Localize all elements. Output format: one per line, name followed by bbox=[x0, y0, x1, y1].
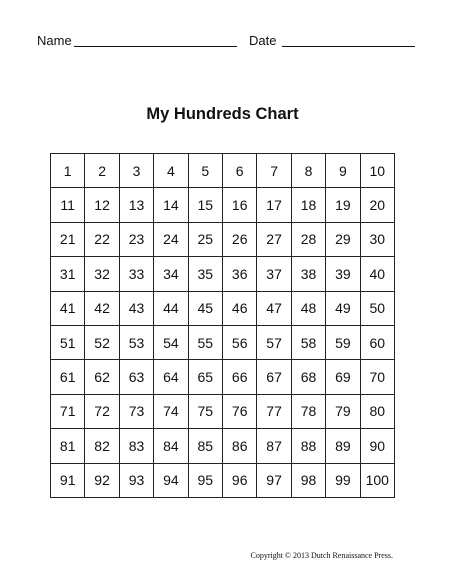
grid-cell: 36 bbox=[223, 257, 257, 291]
grid-cell: 99 bbox=[326, 464, 360, 498]
grid-cell: 16 bbox=[223, 188, 257, 222]
grid-cell: 83 bbox=[120, 429, 154, 463]
grid-cell: 96 bbox=[223, 464, 257, 498]
grid-cell: 31 bbox=[51, 257, 85, 291]
grid-cell: 70 bbox=[361, 360, 395, 394]
grid-cell: 51 bbox=[51, 326, 85, 360]
grid-cell: 69 bbox=[326, 360, 360, 394]
grid-cell: 38 bbox=[292, 257, 326, 291]
hundreds-chart-grid bbox=[50, 153, 395, 498]
grid-cell: 64 bbox=[154, 360, 188, 394]
grid-cell: 42 bbox=[85, 292, 119, 326]
grid-cell: 29 bbox=[326, 223, 360, 257]
grid-cell: 50 bbox=[361, 292, 395, 326]
grid-cell: 86 bbox=[223, 429, 257, 463]
grid-cell: 92 bbox=[85, 464, 119, 498]
grid-cell: 76 bbox=[223, 395, 257, 429]
grid-cell: 82 bbox=[85, 429, 119, 463]
grid-cell: 91 bbox=[51, 464, 85, 498]
grid-cell: 13 bbox=[120, 188, 154, 222]
grid-cell: 23 bbox=[120, 223, 154, 257]
grid-cell: 93 bbox=[120, 464, 154, 498]
grid-cell: 3 bbox=[120, 154, 154, 188]
grid-cell: 20 bbox=[361, 188, 395, 222]
grid-cell: 54 bbox=[154, 326, 188, 360]
date-label: Date bbox=[249, 33, 277, 48]
grid-cell: 77 bbox=[257, 395, 291, 429]
grid-cell: 12 bbox=[85, 188, 119, 222]
grid-cell: 95 bbox=[189, 464, 223, 498]
grid-cell: 62 bbox=[85, 360, 119, 394]
grid-cell: 11 bbox=[51, 188, 85, 222]
grid-cell: 28 bbox=[292, 223, 326, 257]
page-title: My Hundreds Chart bbox=[146, 105, 299, 123]
grid-cell: 43 bbox=[120, 292, 154, 326]
grid-cell: 85 bbox=[189, 429, 223, 463]
grid-cell: 63 bbox=[120, 360, 154, 394]
grid-cell: 17 bbox=[257, 188, 291, 222]
grid-cell: 34 bbox=[154, 257, 188, 291]
grid-cell: 73 bbox=[120, 395, 154, 429]
grid-cell: 37 bbox=[257, 257, 291, 291]
grid-cell: 68 bbox=[292, 360, 326, 394]
grid-cell: 49 bbox=[326, 292, 360, 326]
grid-cell: 90 bbox=[361, 429, 395, 463]
grid-cell: 80 bbox=[361, 395, 395, 429]
grid-cell: 84 bbox=[154, 429, 188, 463]
grid-cell: 5 bbox=[189, 154, 223, 188]
grid-cell: 32 bbox=[85, 257, 119, 291]
date-field[interactable] bbox=[282, 46, 415, 47]
grid-cell: 79 bbox=[326, 395, 360, 429]
grid-cell: 60 bbox=[361, 326, 395, 360]
grid-cell: 46 bbox=[223, 292, 257, 326]
name-label: Name bbox=[37, 33, 72, 48]
grid-cell: 39 bbox=[326, 257, 360, 291]
grid-cell: 55 bbox=[189, 326, 223, 360]
grid-cell: 52 bbox=[85, 326, 119, 360]
grid-cell: 88 bbox=[292, 429, 326, 463]
grid-cell: 98 bbox=[292, 464, 326, 498]
header-row bbox=[37, 33, 417, 49]
grid-cell: 56 bbox=[223, 326, 257, 360]
grid-cell: 48 bbox=[292, 292, 326, 326]
grid-cell: 65 bbox=[189, 360, 223, 394]
grid-cell: 24 bbox=[154, 223, 188, 257]
grid-cell: 40 bbox=[361, 257, 395, 291]
grid-cell: 87 bbox=[257, 429, 291, 463]
grid-cell: 4 bbox=[154, 154, 188, 188]
grid-cell: 27 bbox=[257, 223, 291, 257]
grid-cell: 2 bbox=[85, 154, 119, 188]
grid-cell: 41 bbox=[51, 292, 85, 326]
grid-cell: 74 bbox=[154, 395, 188, 429]
grid-cell: 21 bbox=[51, 223, 85, 257]
grid-cell: 8 bbox=[292, 154, 326, 188]
grid-cell: 35 bbox=[189, 257, 223, 291]
grid-cell: 7 bbox=[257, 154, 291, 188]
name-field[interactable] bbox=[74, 46, 237, 47]
grid-cell: 53 bbox=[120, 326, 154, 360]
grid-cell: 100 bbox=[361, 464, 395, 498]
grid-cell: 57 bbox=[257, 326, 291, 360]
copyright-notice: Copyright © 2013 Dutch Renaissance Press. bbox=[250, 551, 393, 560]
grid-cell: 15 bbox=[189, 188, 223, 222]
grid-cell: 19 bbox=[326, 188, 360, 222]
grid-cell: 44 bbox=[154, 292, 188, 326]
grid-cell: 81 bbox=[51, 429, 85, 463]
grid-cell: 94 bbox=[154, 464, 188, 498]
grid-cell: 61 bbox=[51, 360, 85, 394]
grid-cell: 26 bbox=[223, 223, 257, 257]
grid-cell: 72 bbox=[85, 395, 119, 429]
grid-cell: 30 bbox=[361, 223, 395, 257]
grid-cell: 33 bbox=[120, 257, 154, 291]
grid-cell: 71 bbox=[51, 395, 85, 429]
grid-cell: 97 bbox=[257, 464, 291, 498]
grid-cell: 18 bbox=[292, 188, 326, 222]
grid-cell: 45 bbox=[189, 292, 223, 326]
grid-cell: 47 bbox=[257, 292, 291, 326]
grid-cell: 89 bbox=[326, 429, 360, 463]
grid-cell: 10 bbox=[361, 154, 395, 188]
grid-cell: 14 bbox=[154, 188, 188, 222]
grid-cell: 66 bbox=[223, 360, 257, 394]
grid-cell: 9 bbox=[326, 154, 360, 188]
grid-cell: 67 bbox=[257, 360, 291, 394]
grid-cell: 59 bbox=[326, 326, 360, 360]
grid-cell: 1 bbox=[51, 154, 85, 188]
grid-cell: 22 bbox=[85, 223, 119, 257]
grid-cell: 58 bbox=[292, 326, 326, 360]
grid-cell: 6 bbox=[223, 154, 257, 188]
grid-cell: 75 bbox=[189, 395, 223, 429]
grid-cell: 25 bbox=[189, 223, 223, 257]
grid-cell: 78 bbox=[292, 395, 326, 429]
